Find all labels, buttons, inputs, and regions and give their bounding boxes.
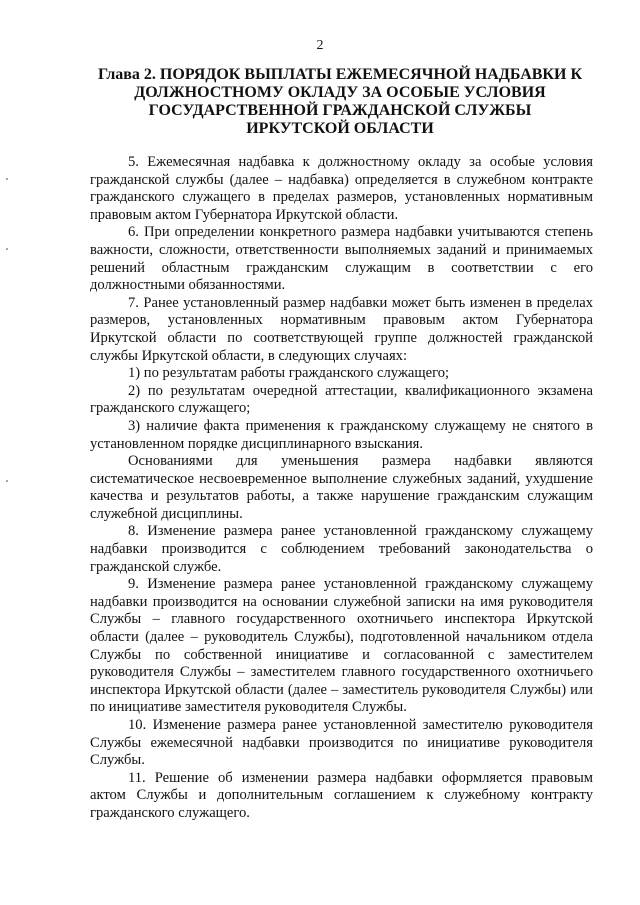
chapter-heading [90,66,590,138]
paragraph-6: 6. При определении конкретного размера надбавки учитываются степень важности, сложности, ответственности выполняемых заданий и принимаемых решений областным гражданским служащим в соответствии с его должностными обязанностями. [90,224,593,294]
heading-line-4: ИРКУТСКОЙ ОБЛАСТИ [246,120,434,137]
list-item-3: 3) наличие факта применения к гражданскому служащему не снятого в установленном порядке дисциплинарного взыскания. [90,417,593,452]
heading-line-3: ГОСУДАРСТВЕННОЙ ГРАЖДАНСКОЙ СЛУЖБЫ [148,102,532,119]
document-body [90,154,593,823]
paragraph-9: 9. Изменение размера ранее установленной гражданскому служащему надбавки производится на основании служебной записки на имя руководителя Службы – главного государственного охотничьего инспектора Иркутской области (далее – руководитель Службы), подготовленной начальником отдела Службы по собственной инициативе и согласованной с заместителем руководителя Службы – заместителем главного государственного охотничьего инспектора Иркутской области (далее – заместитель руководителя Службы) или по инициативе заместителя руководителя Службы. [90,576,593,716]
list-item-2: 2) по результатам очередной аттестации, квалификационного экзамена гражданского служащего; [90,382,593,417]
heading-line-2: ДОЛЖНОСТНОМУ ОКЛАДУ ЗА ОСОБЫЕ УСЛОВИЯ [134,84,546,101]
scan-margin-mark [6,480,8,482]
page-number: 2 [316,38,324,53]
scan-margin-mark [6,248,8,250]
paragraph-5: 5. Ежемесячная надбавка к должностному окладу за особые условия гражданской службы (далее – надбавка) определяется в служебном контракте гражданского служащего в пределах размеров, установленных нормативным правовым актом Губернатора Иркутской области. [90,154,593,223]
paragraph-grounds: Основаниями для уменьшения размера надбавки являются систематическое несвоевременное выполнение служебных заданий, ухудшение качества и результатов работы, а также нарушение гражданским служащим служебной дисциплины. [90,453,593,522]
paragraph-7: 7. Ранее установленный размер надбавки может быть изменен в пределах размеров, установленных нормативным правовым актом Губернатора Иркутской области по соответствующей группе должностей гражданской службы Иркутской области, в следующих случаях: [90,294,593,364]
list-item-1: 1) по результатам работы гражданского служащего; [128,365,450,382]
paragraph-8: 8. Изменение размера ранее установленной гражданскому служащему надбавки производится с соблюдением требований законодательства о гражданской службе. [90,523,593,575]
paragraph-10: 10. Изменение размера ранее установленной заместителю руководителя Службы ежемесячной надбавки производится по инициативе руководителя Службы. [90,717,593,769]
heading-line-1: Глава 2. ПОРЯДОК ВЫПЛАТЫ ЕЖЕМЕСЯЧНОЙ НАДБАВКИ К [97,66,583,83]
scan-margin-mark [6,178,8,180]
paragraph-11: 11. Решение об изменении размера надбавки оформляется правовым актом Службы и дополнительным соглашением к служебному контракту гражданского служащего. [90,769,593,821]
